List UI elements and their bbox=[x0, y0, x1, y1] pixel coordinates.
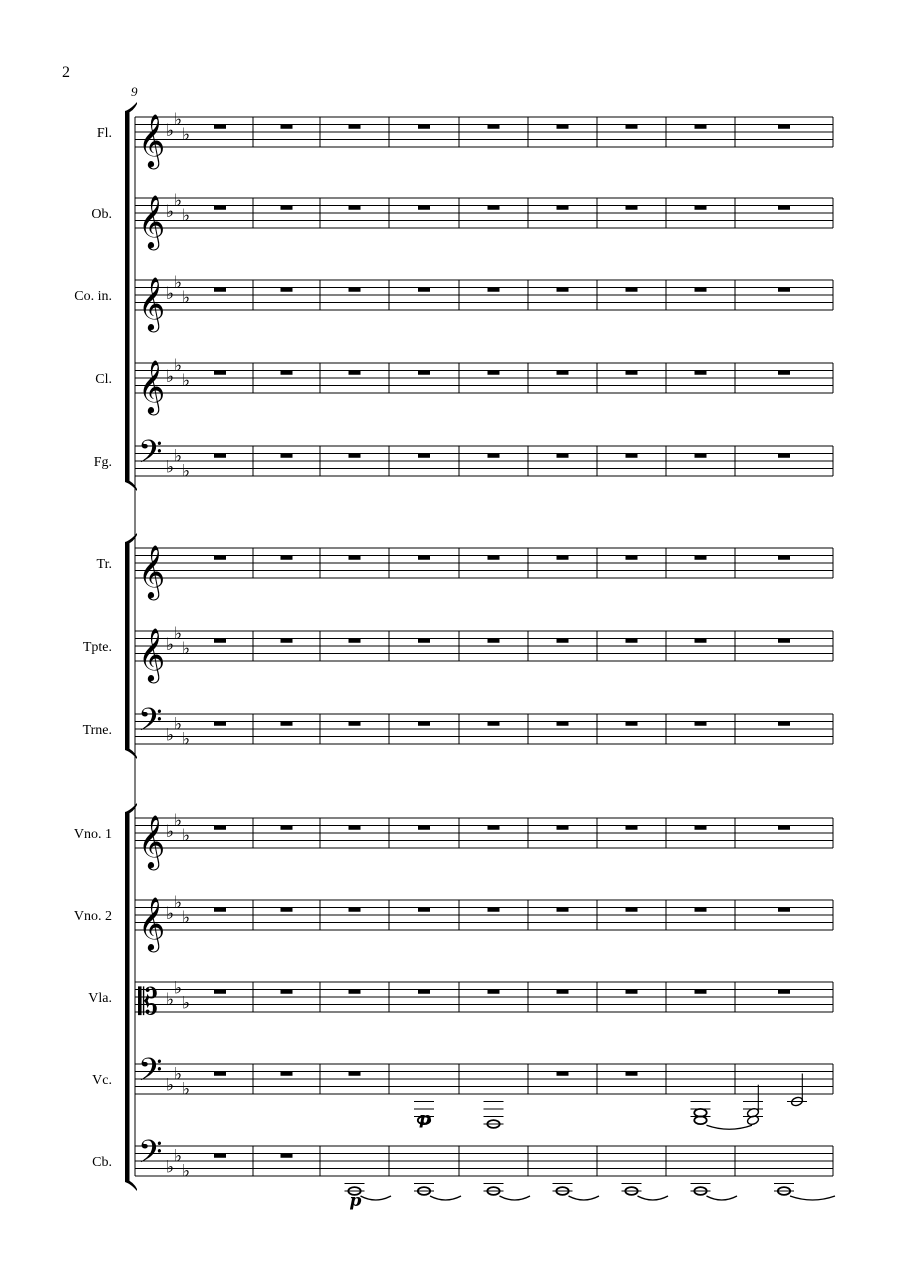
flat-icon: ♭ bbox=[166, 367, 175, 387]
whole-rest-icon bbox=[349, 556, 361, 560]
whole-rest-icon bbox=[349, 826, 361, 830]
instrument-label: Fl. bbox=[96, 126, 112, 141]
whole-rest-icon bbox=[695, 908, 707, 912]
dynamic-marking: p bbox=[349, 1191, 362, 1211]
whole-rest-icon bbox=[778, 125, 790, 129]
flat-icon: ♭ bbox=[166, 725, 175, 746]
whole-rest-icon bbox=[695, 990, 707, 994]
whole-rest-icon bbox=[281, 206, 293, 210]
bass-clef-icon: 𝄢 bbox=[138, 1133, 163, 1178]
whole-rest-icon bbox=[214, 125, 226, 129]
flat-icon: ♭ bbox=[182, 205, 191, 226]
flat-icon: ♭ bbox=[174, 714, 183, 735]
whole-rest-icon bbox=[626, 206, 638, 210]
whole-rest-icon bbox=[488, 990, 500, 994]
whole-rest-icon bbox=[695, 288, 707, 292]
whole-rest-icon bbox=[214, 826, 226, 830]
bracket-hook-top bbox=[125, 102, 137, 114]
flat-icon: ♭ bbox=[182, 638, 191, 659]
instrument-label: Co. in. bbox=[74, 289, 112, 304]
flat-icon: ♭ bbox=[174, 109, 183, 130]
tie-icon bbox=[638, 1196, 669, 1200]
flat-icon: ♭ bbox=[166, 989, 175, 1010]
flat-icon: ♭ bbox=[182, 124, 191, 145]
flat-icon: ♭ bbox=[166, 1157, 175, 1178]
flat-icon: ♭ bbox=[182, 907, 191, 928]
whole-rest-icon bbox=[281, 990, 293, 994]
whole-rest-icon bbox=[281, 371, 293, 375]
whole-rest-icon bbox=[557, 990, 569, 994]
whole-rest-icon bbox=[557, 125, 569, 129]
whole-rest-icon bbox=[418, 639, 430, 643]
whole-rest-icon bbox=[626, 125, 638, 129]
whole-rest-icon bbox=[281, 826, 293, 830]
whole-rest-icon bbox=[281, 454, 293, 458]
whole-rest-icon bbox=[626, 639, 638, 643]
whole-rest-icon bbox=[418, 288, 430, 292]
whole-rest-icon bbox=[214, 288, 226, 292]
whole-rest-icon bbox=[349, 454, 361, 458]
instrument-label: Fg. bbox=[93, 455, 112, 470]
whole-rest-icon bbox=[626, 722, 638, 726]
whole-rest-icon bbox=[214, 454, 226, 458]
flat-icon: ♭ bbox=[174, 446, 183, 467]
dynamic-marking: p bbox=[419, 1109, 431, 1129]
whole-rest-icon bbox=[418, 826, 430, 830]
page-number: 2 bbox=[62, 64, 70, 81]
group-bracket bbox=[125, 111, 130, 482]
flat-icon: ♭ bbox=[174, 190, 183, 211]
whole-rest-icon bbox=[488, 639, 500, 643]
whole-rest-icon bbox=[418, 454, 430, 458]
instrument-label: Tr. bbox=[96, 557, 112, 572]
whole-rest-icon bbox=[778, 990, 790, 994]
whole-rest-icon bbox=[778, 556, 790, 560]
whole-rest-icon bbox=[778, 371, 790, 375]
whole-rest-icon bbox=[281, 722, 293, 726]
treble-clef-icon: 𝄞 bbox=[138, 194, 166, 248]
flat-icon: ♭ bbox=[182, 1161, 191, 1182]
tie-icon bbox=[430, 1196, 461, 1200]
tie-icon bbox=[569, 1196, 600, 1200]
whole-rest-icon bbox=[214, 639, 226, 643]
flat-icon: ♭ bbox=[182, 370, 191, 391]
instrument-label: Vno. 2 bbox=[73, 909, 112, 924]
tie-icon bbox=[500, 1196, 531, 1200]
whole-rest-icon bbox=[626, 826, 638, 830]
whole-rest-icon bbox=[557, 1072, 569, 1076]
instrument-label: Vc. bbox=[92, 1073, 112, 1088]
treble-clef-icon: 𝄞 bbox=[138, 544, 166, 598]
whole-rest-icon bbox=[557, 826, 569, 830]
whole-rest-icon bbox=[214, 722, 226, 726]
flat-icon: ♭ bbox=[166, 904, 175, 924]
whole-rest-icon bbox=[626, 288, 638, 292]
whole-rest-icon bbox=[281, 556, 293, 560]
whole-rest-icon bbox=[488, 826, 500, 830]
whole-rest-icon bbox=[349, 1072, 361, 1076]
whole-rest-icon bbox=[695, 125, 707, 129]
flat-icon: ♭ bbox=[174, 892, 183, 913]
measure-number: 9 bbox=[131, 84, 138, 99]
flat-icon: ♭ bbox=[174, 978, 183, 999]
whole-rest-icon bbox=[281, 125, 293, 129]
instrument-label: Cb. bbox=[92, 1155, 112, 1170]
whole-rest-icon bbox=[418, 371, 430, 375]
whole-rest-icon bbox=[557, 288, 569, 292]
whole-rest-icon bbox=[281, 288, 293, 292]
tie-icon bbox=[361, 1196, 392, 1200]
whole-rest-icon bbox=[778, 454, 790, 458]
whole-rest-icon bbox=[557, 722, 569, 726]
treble-clef-icon: 𝄞 bbox=[138, 359, 166, 413]
bass-clef-icon: 𝄢 bbox=[138, 701, 163, 746]
instrument-label: Ob. bbox=[91, 207, 112, 222]
whole-rest-icon bbox=[488, 722, 500, 726]
flat-icon: ♭ bbox=[174, 1064, 183, 1085]
flat-icon: ♭ bbox=[166, 457, 175, 478]
whole-rest-icon bbox=[281, 1072, 293, 1076]
flat-icon: ♭ bbox=[166, 822, 175, 842]
tie-icon bbox=[790, 1196, 835, 1200]
whole-rest-icon bbox=[214, 371, 226, 375]
whole-rest-icon bbox=[778, 639, 790, 643]
whole-rest-icon bbox=[695, 371, 707, 375]
instrument-label: Trne. bbox=[82, 723, 112, 738]
tie-icon bbox=[707, 1125, 753, 1129]
whole-rest-icon bbox=[488, 454, 500, 458]
whole-rest-icon bbox=[488, 288, 500, 292]
flat-icon: ♭ bbox=[174, 355, 183, 376]
flat-icon: ♭ bbox=[174, 272, 183, 293]
whole-rest-icon bbox=[488, 206, 500, 210]
treble-clef-icon: 𝄞 bbox=[138, 896, 166, 950]
flat-icon: ♭ bbox=[182, 461, 191, 482]
whole-rest-icon bbox=[626, 908, 638, 912]
whole-rest-icon bbox=[488, 125, 500, 129]
treble-clef-icon: 𝄞 bbox=[138, 814, 166, 868]
whole-rest-icon bbox=[349, 639, 361, 643]
whole-rest-icon bbox=[557, 908, 569, 912]
flat-icon: ♭ bbox=[182, 729, 191, 750]
whole-rest-icon bbox=[695, 639, 707, 643]
flat-icon: ♭ bbox=[174, 1146, 183, 1167]
whole-rest-icon bbox=[557, 639, 569, 643]
instrument-label: Tpte. bbox=[82, 640, 112, 655]
whole-rest-icon bbox=[488, 908, 500, 912]
whole-rest-icon bbox=[418, 908, 430, 912]
group-bracket bbox=[125, 812, 130, 1182]
whole-rest-icon bbox=[488, 556, 500, 560]
flat-icon: ♭ bbox=[182, 993, 191, 1014]
whole-rest-icon bbox=[695, 206, 707, 210]
treble-clef-icon: 𝄞 bbox=[138, 276, 166, 330]
whole-rest-icon bbox=[778, 826, 790, 830]
treble-clef-icon: 𝄞 bbox=[138, 113, 166, 167]
whole-rest-icon bbox=[214, 556, 226, 560]
whole-rest-icon bbox=[695, 454, 707, 458]
flat-icon: ♭ bbox=[182, 287, 191, 308]
whole-rest-icon bbox=[778, 722, 790, 726]
whole-rest-icon bbox=[778, 908, 790, 912]
whole-rest-icon bbox=[557, 454, 569, 458]
bass-clef-icon: 𝄢 bbox=[138, 433, 163, 478]
tie-icon bbox=[707, 1196, 738, 1200]
whole-rest-icon bbox=[214, 908, 226, 912]
flat-icon: ♭ bbox=[174, 623, 183, 644]
whole-rest-icon bbox=[349, 125, 361, 129]
whole-rest-icon bbox=[214, 1154, 226, 1158]
whole-rest-icon bbox=[695, 556, 707, 560]
whole-rest-icon bbox=[626, 371, 638, 375]
whole-rest-icon bbox=[281, 1154, 293, 1158]
whole-rest-icon bbox=[418, 990, 430, 994]
flat-icon: ♭ bbox=[174, 810, 183, 831]
whole-rest-icon bbox=[626, 990, 638, 994]
bracket-hook-bottom bbox=[125, 1179, 137, 1191]
whole-rest-icon bbox=[418, 722, 430, 726]
whole-rest-icon bbox=[778, 288, 790, 292]
whole-rest-icon bbox=[214, 990, 226, 994]
whole-rest-icon bbox=[418, 206, 430, 210]
whole-rest-icon bbox=[557, 371, 569, 375]
whole-rest-icon bbox=[695, 722, 707, 726]
whole-rest-icon bbox=[778, 206, 790, 210]
whole-rest-icon bbox=[281, 639, 293, 643]
whole-rest-icon bbox=[418, 556, 430, 560]
alto-clef-icon: 𝄡 bbox=[138, 982, 159, 1023]
bass-clef-icon: 𝄢 bbox=[138, 1051, 163, 1096]
flat-icon: ♭ bbox=[166, 284, 175, 304]
instrument-label: Cl. bbox=[95, 372, 112, 387]
whole-rest-icon bbox=[626, 556, 638, 560]
flat-icon: ♭ bbox=[166, 202, 175, 222]
flat-icon: ♭ bbox=[166, 1075, 175, 1096]
whole-rest-icon bbox=[626, 454, 638, 458]
whole-rest-icon bbox=[418, 125, 430, 129]
treble-clef-icon: 𝄞 bbox=[138, 627, 166, 681]
flat-icon: ♭ bbox=[182, 825, 191, 846]
whole-rest-icon bbox=[626, 1072, 638, 1076]
instrument-label: Vno. 1 bbox=[73, 827, 112, 842]
whole-rest-icon bbox=[349, 288, 361, 292]
whole-rest-icon bbox=[349, 371, 361, 375]
whole-rest-icon bbox=[349, 990, 361, 994]
whole-rest-icon bbox=[349, 908, 361, 912]
flat-icon: ♭ bbox=[166, 635, 175, 655]
whole-rest-icon bbox=[214, 206, 226, 210]
whole-rest-icon bbox=[214, 1072, 226, 1076]
flat-icon: ♭ bbox=[182, 1079, 191, 1100]
group-bracket bbox=[125, 542, 130, 750]
whole-rest-icon bbox=[349, 722, 361, 726]
whole-rest-icon bbox=[488, 371, 500, 375]
whole-rest-icon bbox=[349, 206, 361, 210]
flat-icon: ♭ bbox=[166, 121, 175, 141]
whole-rest-icon bbox=[557, 206, 569, 210]
whole-rest-icon bbox=[695, 826, 707, 830]
whole-rest-icon bbox=[281, 908, 293, 912]
whole-rest-icon bbox=[557, 556, 569, 560]
instrument-label: Vla. bbox=[88, 991, 112, 1006]
